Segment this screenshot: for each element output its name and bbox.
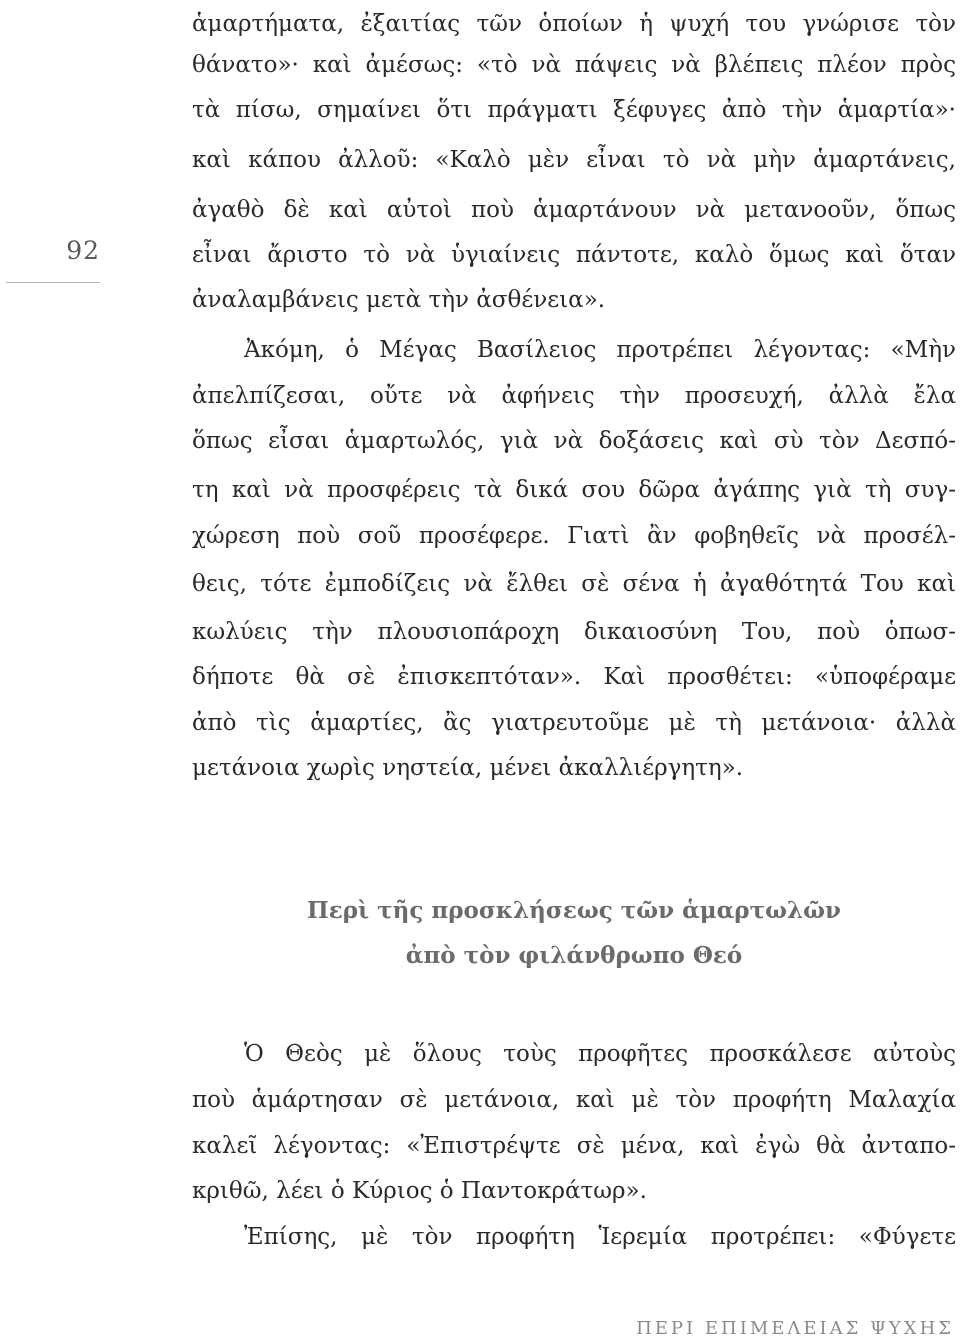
text-line: Ἐπίσης, μὲ τὸν προφήτη Ἱερεμία προτρέπει: «Φύγετε bbox=[244, 1224, 956, 1250]
text-line: ἁμαρτήματα, ἐξαιτίας τῶν ὁποίων ἡ ψυχή του γνώρισε τὸν bbox=[192, 11, 956, 37]
text-line: ἀπελπίζεσαι, οὔτε νὰ ἀφήνεις τὴν προσευχή, ἀλλὰ ἔλα bbox=[192, 383, 956, 409]
text-line: θεις, τότε ἐμποδίζεις νὰ ἔλθει σὲ σένα ἡ ἀγαθότητά Του καὶ bbox=[192, 571, 956, 597]
text-line: Ἀκόμη, ὁ Μέγας Βασίλειος προτρέπει λέγοντας: «Μὴν bbox=[244, 337, 956, 363]
text-line: ὅπως εἶσαι ἁμαρτωλός, γιὰ νὰ δοξάσεις καὶ σὺ τὸν Δεσπό- bbox=[192, 428, 956, 454]
running-footer: ΠΕΡΙ ΕΠΙΜΕΛΕΙΑΣ ΨΥΧΗΣ bbox=[636, 1318, 954, 1339]
text-line: κωλύεις τὴν πλουσιοπάροχη δικαιοσύνη Του, ποὺ ὁπωσ- bbox=[192, 619, 956, 645]
text-line: καλεῖ λέγοντας: «Ἐπιστρέψτε σὲ μένα, καὶ ἐγὼ θὰ ἀνταπο- bbox=[192, 1133, 956, 1159]
text-line: τὰ πίσω, σημαίνει ὅτι πράγματι ξέφυγες ἀπὸ τὴν ἁμαρτία»· bbox=[192, 97, 956, 123]
text-line: ἀπὸ τὶς ἁμαρτίες, ἂς γιατρευτοῦμε μὲ τὴ μετάνοια· ἀλλὰ bbox=[192, 710, 956, 736]
text-line: εἶναι ἄριστο τὸ νὰ ὑγιαίνεις πάντοτε, καλὸ ὅμως καὶ ὅταν bbox=[192, 242, 956, 268]
text-line: κριθῶ, λέει ὁ Κύριος ὁ Παντοκράτωρ». bbox=[192, 1178, 647, 1204]
text-line: καὶ κάπου ἀλλοῦ: «Καλὸ μὲν εἶναι τὸ νὰ μὴν ἁμαρτάνεις, bbox=[192, 147, 956, 173]
page-number-rule bbox=[6, 282, 100, 283]
text-line: μετάνοια χωρὶς νηστεία, μένει ἀκαλλιέργητη». bbox=[192, 755, 744, 781]
text-line: ἀναλαμβάνεις μετὰ τὴν ἀσθένεια». bbox=[192, 287, 606, 313]
text-line: τη καὶ νὰ προσφέρεις τὰ δικά σου δῶρα ἀγάπης γιὰ τὴ συγ- bbox=[192, 477, 956, 503]
section-heading-line-1: Περὶ τῆς προσκλήσεως τῶν ἁμαρτωλῶν bbox=[307, 897, 841, 924]
text-line: ἀγαθὸ δὲ καὶ αὐτοὶ ποὺ ἁμαρτάνουν νὰ μετανοοῦν, ὅπως bbox=[192, 197, 956, 223]
text-line: ποὺ ἁμάρτησαν σὲ μετάνοια, καὶ μὲ τὸν προφήτη Μαλαχία bbox=[192, 1087, 956, 1113]
text-line: χώρεση ποὺ σοῦ προσέφερε. Γιατὶ ἂν φοβηθεῖς νὰ προσέλ- bbox=[192, 523, 956, 549]
text-line: δήποτε θὰ σὲ ἐπισκεπτόταν». Καὶ προσθέτει: «ὑποφέραμε bbox=[192, 664, 956, 690]
page-number: 92 bbox=[66, 236, 100, 265]
text-line: θάνατο»· καὶ ἀμέσως: «τὸ νὰ πάψεις νὰ βλέπεις πλέον πρὸς bbox=[192, 52, 956, 78]
section-heading-line-2: ἀπὸ τὸν φιλάνθρωπο Θεό bbox=[405, 942, 743, 969]
text-line: Ὁ Θεὸς μὲ ὅλους τοὺς προφῆτες προσκάλεσε αὐτοὺς bbox=[244, 1041, 956, 1067]
